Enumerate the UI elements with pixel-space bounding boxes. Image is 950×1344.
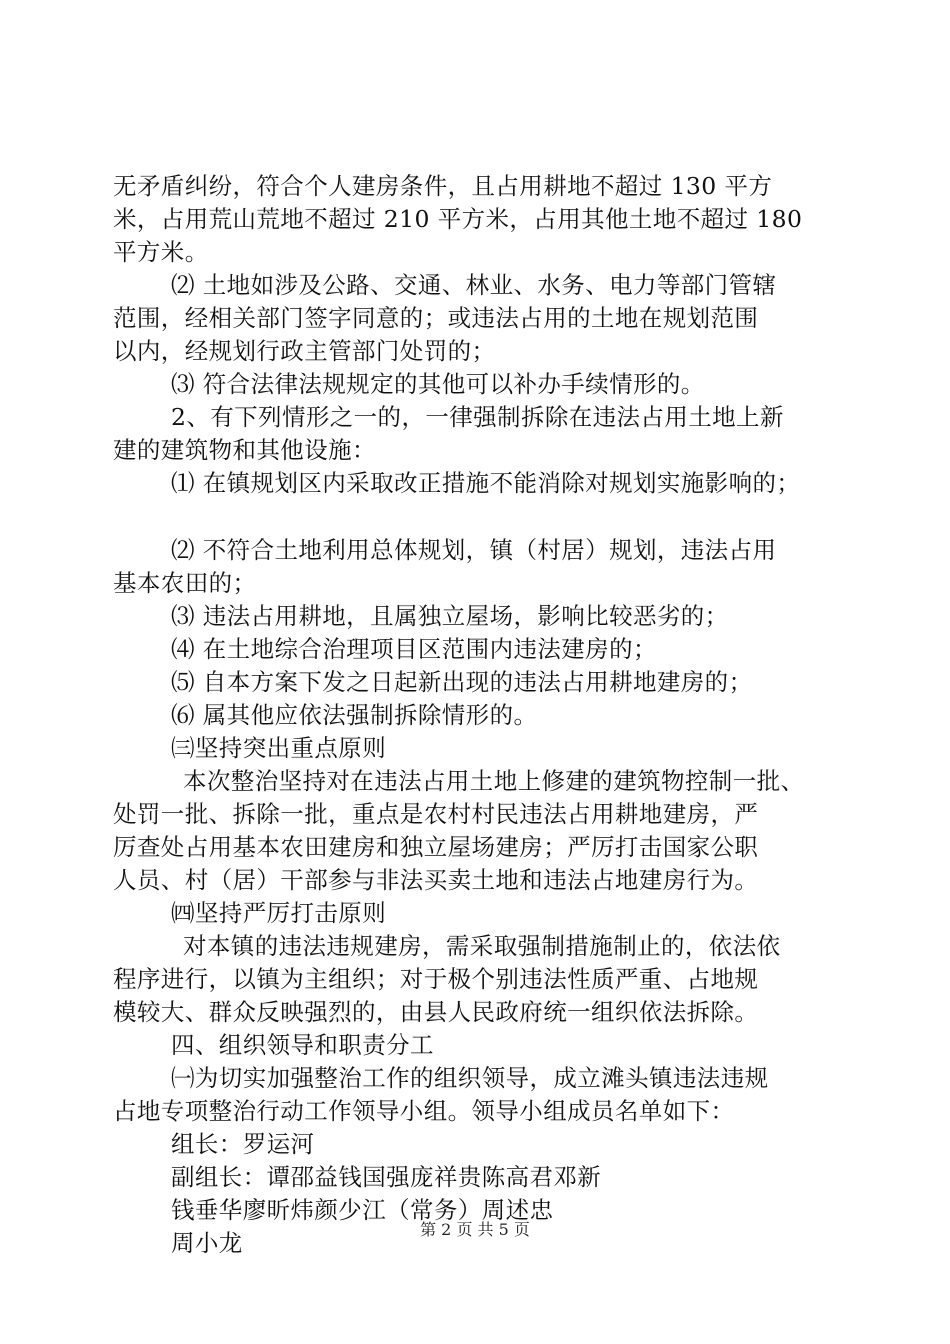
text-line: ⑶ 符合法律法规规定的其他可以补办手续情形的。 (171, 370, 705, 398)
text-line: 无矛盾纠纷，符合个人建房条件，且占用耕地不超过 130 平方 (113, 172, 773, 200)
page-footer: 第 2 页 共 5 页 (420, 1220, 530, 1239)
text-line: ㈠为切实加强整治工作的组织领导，成立滩头镇违法违规 (171, 1064, 769, 1092)
text-line: ⑵ 土地如涉及公路、交通、林业、水务、电力等部门管辖 (171, 271, 777, 299)
text-line: 对本镇的违法违规建房，需采取强制措施制止的，依法依 (183, 932, 781, 960)
text-line: ⑶ 违法占用耕地，且属独立屋场，影响比较恶劣的； (171, 602, 729, 630)
text-line: ⑴ 在镇规划区内采取改正措施不能消除对规划实施影响的； (171, 469, 801, 497)
text-line: 以内，经规划行政主管部门处罚的； (113, 337, 496, 365)
line-gap (113, 500, 853, 534)
text-line: 厉查处占用基本农田建房和独立屋场建房；严厉打击国家公职 (113, 833, 759, 861)
text-line: 米，占用荒山荒地不超过 210 平方米，占用其他土地不超过 180 (113, 205, 803, 233)
body-text (113, 170, 853, 1260)
text-line: 人员、村（居）干部参与非法买卖土地和违法占地建房行为。 (113, 866, 759, 894)
text-line: 建的建筑物和其他设施： (113, 436, 376, 464)
deputy-leader-line: 周小龙 (171, 1229, 243, 1257)
text-line: 模较大、群众反映强烈的，由县人民政府统一组织依法拆除。 (113, 998, 759, 1026)
text-line: 平方米。 (113, 238, 209, 266)
section-heading: 四、组织领导和职责分工 (171, 1031, 434, 1059)
text-line: 2、有下列情形之一的，一律强制拆除在违法占用土地上新 (171, 403, 784, 431)
text-line: 基本农田的； (113, 569, 257, 597)
section-heading: ㈢坚持突出重点原则 (171, 734, 387, 762)
text-line: 处罚一批、拆除一批，重点是农村村民违法占用耕地建房，严 (113, 800, 759, 828)
text-line: 程序进行，以镇为主组织；对于极个别违法性质严重、占地规 (113, 965, 759, 993)
deputy-leader-line: 钱垂华廖昕炜颜少江（常务）周述忠 (171, 1196, 554, 1224)
text-line: 本次整治坚持对在违法占用土地上修建的建筑物控制一批、 (183, 767, 805, 795)
text-line: ⑵ 不符合土地利用总体规划，镇（村居）规划，违法占用 (171, 536, 777, 564)
text-line: ⑸ 自本方案下发之日起新出现的违法占用耕地建房的； (171, 668, 753, 696)
text-line: ⑹ 属其他应依法强制拆除情形的。 (171, 701, 538, 729)
deputy-leader-line: 副组长：谭邵益钱国强庞祥贵陈高君邓新 (171, 1163, 602, 1191)
text-line: 范围，经相关部门签字同意的；或违法占用的土地在规划范围 (113, 304, 759, 332)
section-heading: ㈣坚持严厉打击原则 (171, 899, 387, 927)
text-line: 占地专项整治行动工作领导小组。领导小组成员名单如下： (113, 1097, 735, 1125)
text-line: ⑷ 在土地综合治理项目区范围内违法建房的； (171, 635, 657, 663)
leader-line: 组长：罗运河 (171, 1130, 315, 1158)
